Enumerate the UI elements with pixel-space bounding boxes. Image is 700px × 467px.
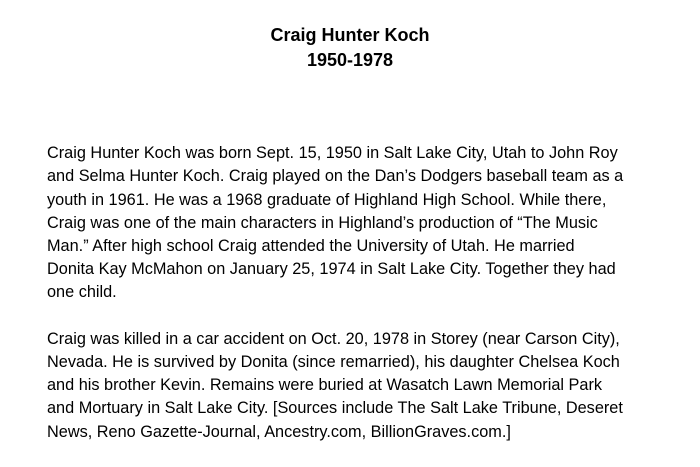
title-block (0, 23, 700, 73)
document-body (47, 119, 687, 467)
document-dates: 1950-1978 (306, 50, 394, 70)
paragraph-birth-life: Craig Hunter Koch was born Sept. 15, 1950 in Salt Lake City, Utah to John Roy and Selma Hunter Koch. Craig played on the Dan’s Dodgers baseball team as a youth in 1961. He was a 1968 graduate of Highland High School. While there, Craig was one of the main characters in Highland’s production of “The Music Man.” After high school Craig attended the University of Utah. He married Donita Kay McMahon on January 25, 1974 in Salt Lake City. Together they had one child. (47, 144, 624, 302)
document-title: Craig Hunter Koch (270, 25, 430, 45)
paragraph-death-burial: Craig was killed in a car accident on Oct. 20, 1978 in Storey (near Carson City), Nevada. He is survived by Donita (since remarried), his daughter Chelsea Koch and his brother Kevin. Remains were buried at Wasatch Lawn Memorial Park and Mortuary in Salt Lake City. [Sources include The Salt Lake Tribune, Deseret News, Reno Gazette-Journal, Ancestry.com, BillionGraves.com.] (47, 329, 623, 441)
